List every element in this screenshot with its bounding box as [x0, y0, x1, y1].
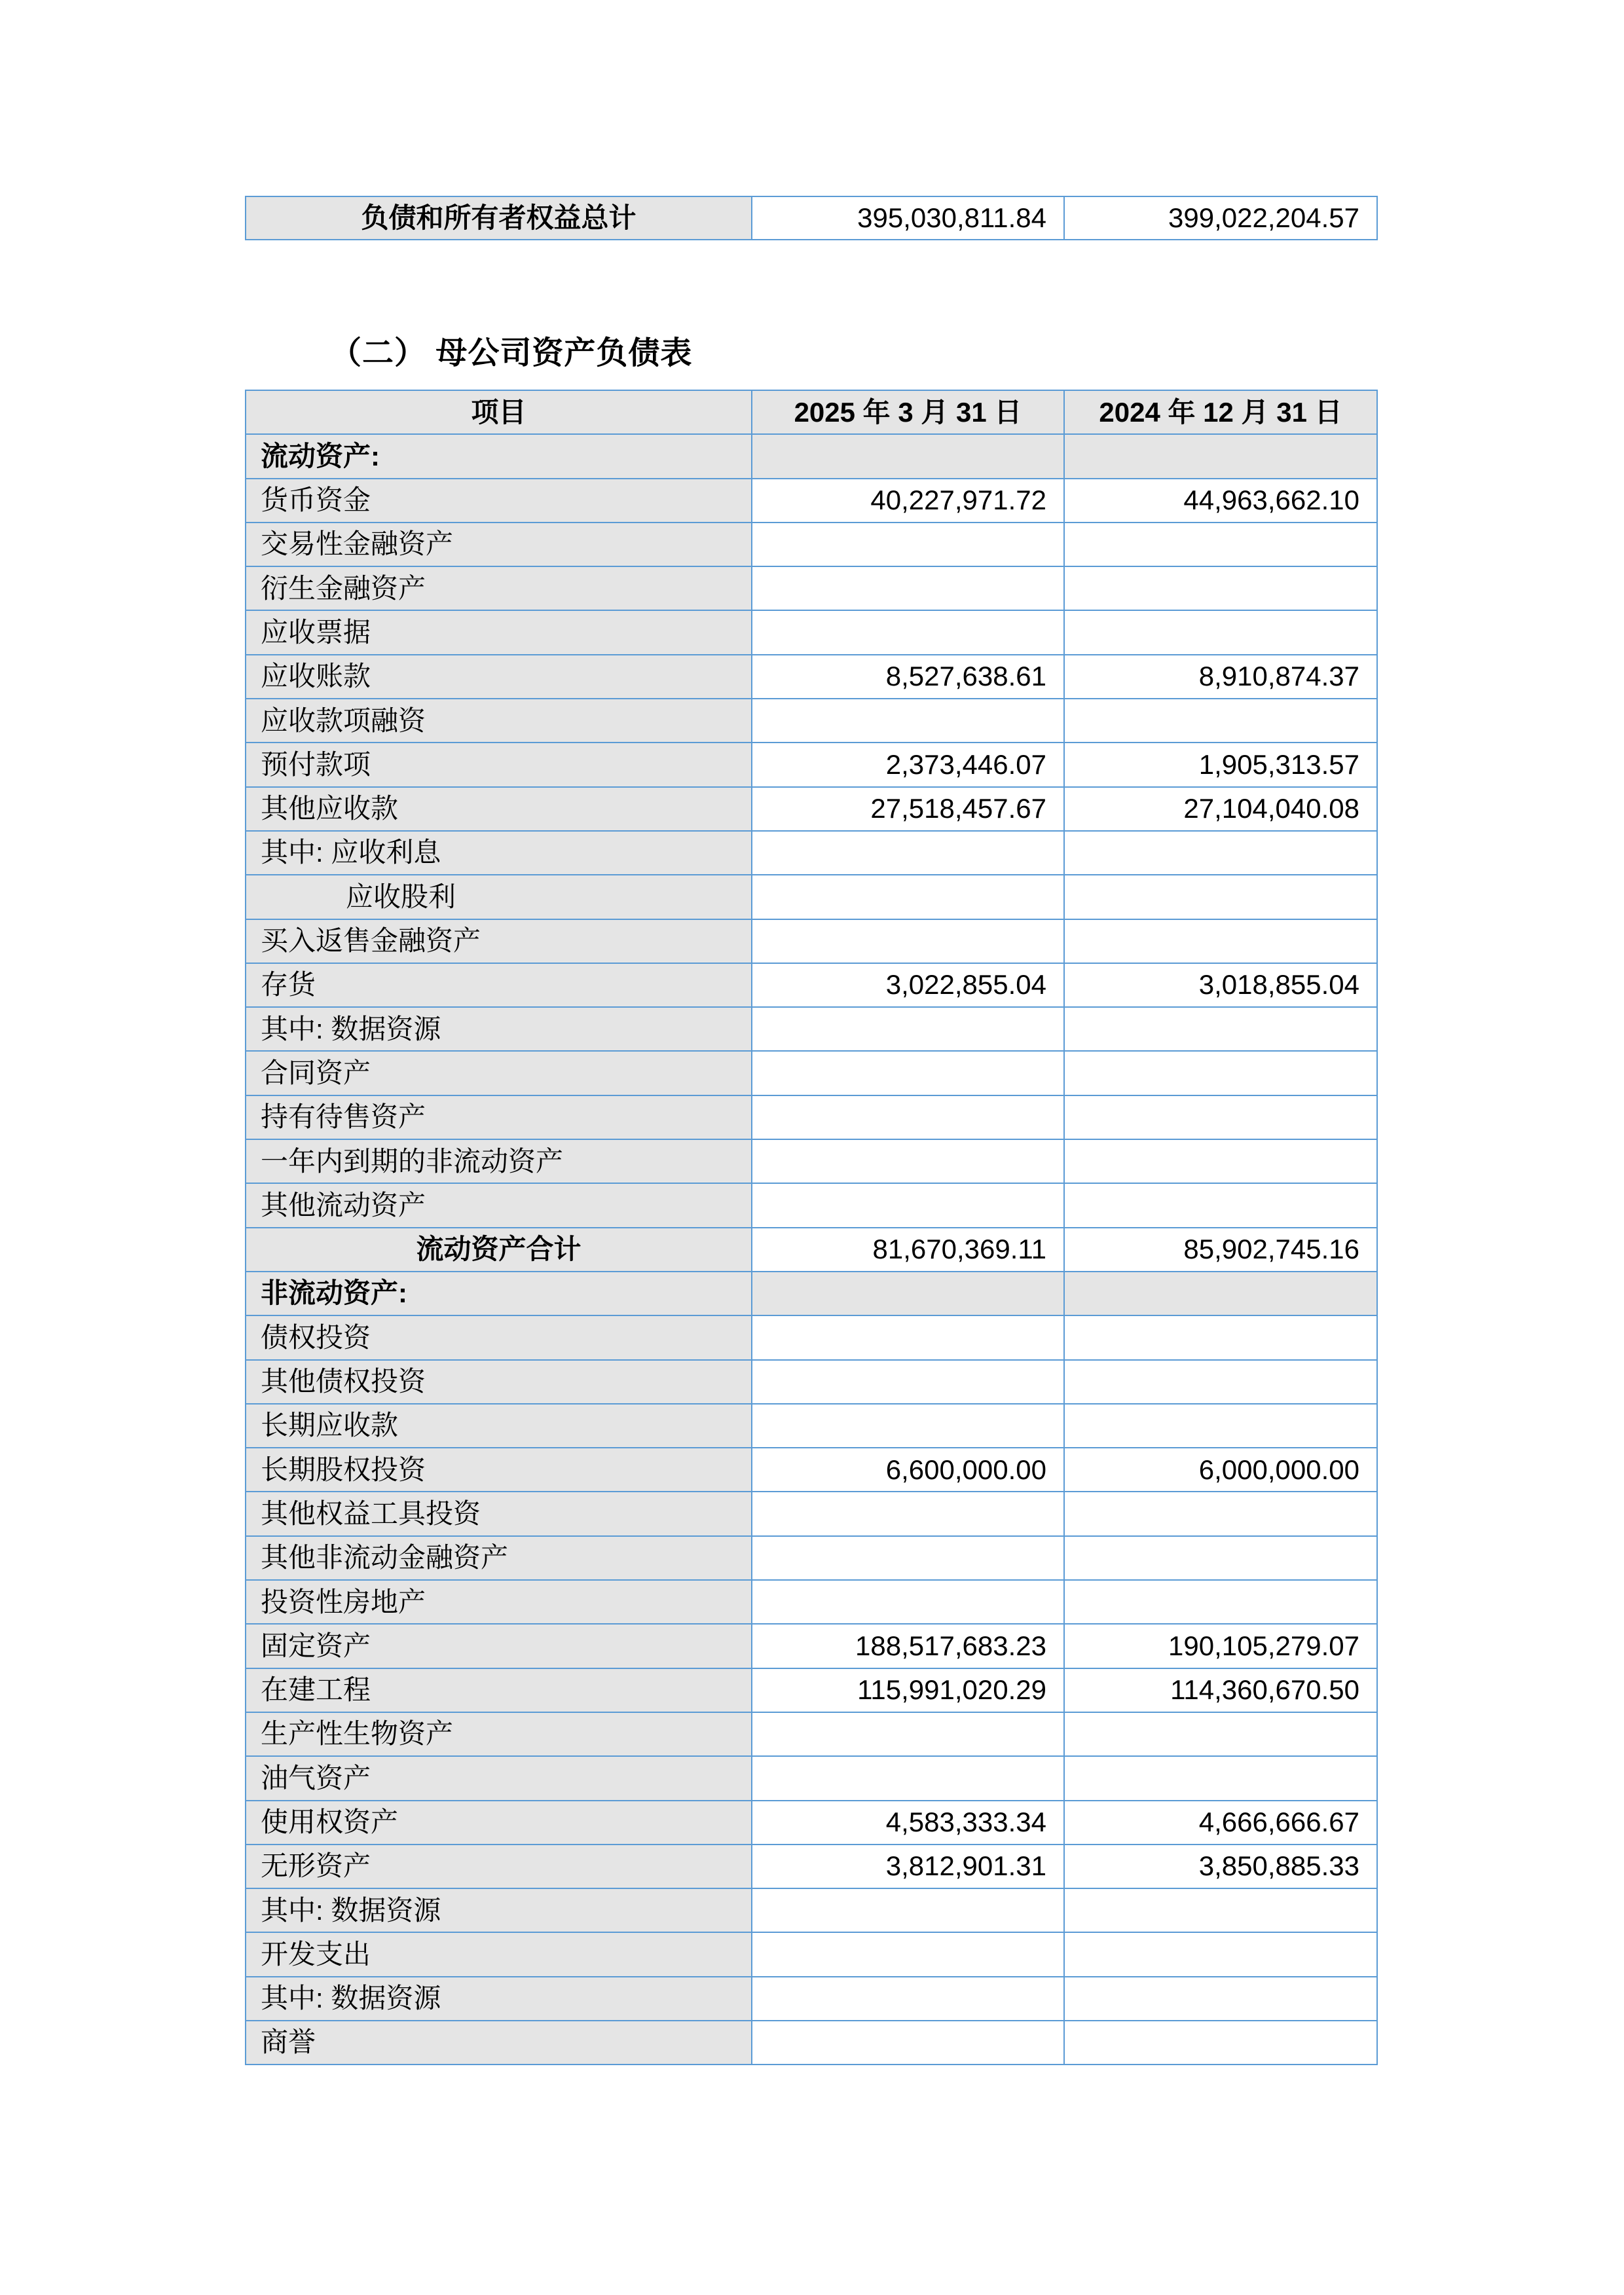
- item-cell: 流动资产:: [246, 434, 752, 478]
- table-row: [246, 1095, 1377, 1139]
- table-row: [246, 1932, 1377, 1976]
- item-cell: 非流动资产:: [246, 1272, 752, 1315]
- value-cell-2025: 6,600,000.00: [752, 1448, 1064, 1492]
- value-cell-2024: [1064, 1932, 1377, 1976]
- value-cell-2024: [1064, 2021, 1377, 2065]
- value-cell-2025: 188,517,683.23: [752, 1624, 1064, 1668]
- value-cell-2024: [1064, 566, 1377, 610]
- value-cell-2024: 6,000,000.00: [1064, 1448, 1377, 1492]
- item-cell: 应收账款: [246, 655, 752, 699]
- value-cell-2025: [752, 1139, 1064, 1183]
- value-cell-2025: [752, 1007, 1064, 1051]
- column-header-item: 项目: [246, 390, 752, 434]
- value-cell-2024: [1064, 1404, 1377, 1448]
- value-cell-2025: [752, 566, 1064, 610]
- value-cell-2025: [752, 1404, 1064, 1448]
- item-cell: 货币资金: [246, 479, 752, 523]
- table-row: [246, 1183, 1377, 1227]
- item-cell: 油气资产: [246, 1756, 752, 1800]
- item-cell: 其他非流动金融资产: [246, 1536, 752, 1580]
- item-cell: 流动资产合计: [246, 1228, 752, 1272]
- value-cell-2024: 1,905,313.57: [1064, 743, 1377, 786]
- table-row: [246, 1712, 1377, 1756]
- item-cell: 投资性房地产: [246, 1580, 752, 1624]
- value-cell-2025: [752, 1977, 1064, 2021]
- section-title: （二） 母公司资产负债表: [330, 336, 693, 371]
- header-row: [246, 390, 1377, 434]
- value-cell-2024: [1064, 434, 1377, 478]
- table-row: [246, 1051, 1377, 1095]
- value-cell-2025: [752, 610, 1064, 654]
- table-row: [246, 787, 1377, 831]
- value-cell-2025: [752, 831, 1064, 875]
- value-cell-2025: 27,518,457.67: [752, 787, 1064, 831]
- value-cell-2024: [1064, 1536, 1377, 1580]
- item-cell: 其中: 数据资源: [246, 1977, 752, 2021]
- value-cell-2024: [1064, 699, 1377, 743]
- item-cell: 衍生金融资产: [246, 566, 752, 610]
- table-row: [246, 1801, 1377, 1845]
- value-cell-2024: 3,850,885.33: [1064, 1845, 1377, 1888]
- value-cell-2024: 85,902,745.16: [1064, 1228, 1377, 1272]
- table-row: [246, 1404, 1377, 1448]
- table-row: [246, 1756, 1377, 1800]
- table-row: [246, 1007, 1377, 1051]
- total-value-2024: 399,022,204.57: [1064, 196, 1377, 240]
- table-row: [246, 655, 1377, 699]
- value-cell-2025: [752, 1932, 1064, 1976]
- value-cell-2024: [1064, 1007, 1377, 1051]
- value-cell-2025: [752, 434, 1064, 478]
- item-cell: 其他权益工具投资: [246, 1492, 752, 1535]
- item-cell: 商誉: [246, 2021, 752, 2065]
- table-row: [246, 1845, 1377, 1888]
- value-cell-2025: [752, 1580, 1064, 1624]
- item-cell: 债权投资: [246, 1315, 752, 1359]
- item-cell: 长期股权投资: [246, 1448, 752, 1492]
- value-cell-2025: 115,991,020.29: [752, 1668, 1064, 1712]
- item-cell: 其他债权投资: [246, 1360, 752, 1404]
- table-row: [246, 1668, 1377, 1712]
- table-row: [246, 1977, 1377, 2021]
- value-cell-2024: [1064, 1492, 1377, 1535]
- item-cell: 生产性生物资产: [246, 1712, 752, 1756]
- value-cell-2024: [1064, 1712, 1377, 1756]
- value-cell-2024: [1064, 919, 1377, 963]
- item-cell: 持有待售资产: [246, 1095, 752, 1139]
- table-row: [246, 1536, 1377, 1580]
- value-cell-2025: 4,583,333.34: [752, 1801, 1064, 1845]
- total-label-cell: 负债和所有者权益总计: [246, 196, 752, 240]
- value-cell-2025: [752, 919, 1064, 963]
- table-row: [246, 1492, 1377, 1535]
- table-row: [246, 743, 1377, 786]
- table-row: [246, 1228, 1377, 1272]
- item-cell: 长期应收款: [246, 1404, 752, 1448]
- item-cell: 预付款项: [246, 743, 752, 786]
- value-cell-2024: 44,963,662.10: [1064, 479, 1377, 523]
- table-row: [246, 566, 1377, 610]
- totals-table: [245, 196, 1378, 240]
- item-cell: 其中: 数据资源: [246, 1007, 752, 1051]
- item-cell: 其他流动资产: [246, 1183, 752, 1227]
- value-cell-2025: [752, 1095, 1064, 1139]
- value-cell-2024: [1064, 1977, 1377, 2021]
- value-cell-2025: [752, 1712, 1064, 1756]
- value-cell-2025: [752, 1272, 1064, 1315]
- table-row: [246, 1315, 1377, 1359]
- item-cell: 使用权资产: [246, 1801, 752, 1845]
- item-cell: 其中: 应收利息: [246, 831, 752, 875]
- value-cell-2025: 81,670,369.11: [752, 1228, 1064, 1272]
- item-cell: 交易性金融资产: [246, 523, 752, 566]
- value-cell-2024: [1064, 1095, 1377, 1139]
- table-row: [246, 1888, 1377, 1932]
- item-cell: 在建工程: [246, 1668, 752, 1712]
- value-cell-2024: 8,910,874.37: [1064, 655, 1377, 699]
- value-cell-2025: [752, 1888, 1064, 1932]
- value-cell-2025: [752, 1360, 1064, 1404]
- value-cell-2025: [752, 1183, 1064, 1227]
- table-row: [246, 610, 1377, 654]
- balance-sheet-table: [245, 390, 1378, 2065]
- value-cell-2025: [752, 875, 1064, 919]
- value-cell-2025: 2,373,446.07: [752, 743, 1064, 786]
- item-cell: 一年内到期的非流动资产: [246, 1139, 752, 1183]
- table-row: [246, 434, 1377, 478]
- value-cell-2024: 190,105,279.07: [1064, 1624, 1377, 1668]
- value-cell-2024: 4,666,666.67: [1064, 1801, 1377, 1845]
- table-row: [246, 1360, 1377, 1404]
- table-row: [246, 523, 1377, 566]
- value-cell-2024: 27,104,040.08: [1064, 787, 1377, 831]
- value-cell-2025: 3,022,855.04: [752, 963, 1064, 1007]
- value-cell-2025: [752, 1492, 1064, 1535]
- value-cell-2025: [752, 1051, 1064, 1095]
- table-row: [246, 1580, 1377, 1624]
- table-row: [246, 2021, 1377, 2065]
- value-cell-2025: [752, 1315, 1064, 1359]
- table-row: [246, 1448, 1377, 1492]
- value-cell-2024: [1064, 1183, 1377, 1227]
- item-cell: 买入返售金融资产: [246, 919, 752, 963]
- table-row: [246, 1272, 1377, 1315]
- table-row: [246, 1139, 1377, 1183]
- balance-sheet-body: [246, 390, 1377, 2065]
- item-cell: 应收款项融资: [246, 699, 752, 743]
- value-cell-2025: [752, 1536, 1064, 1580]
- value-cell-2024: 3,018,855.04: [1064, 963, 1377, 1007]
- value-cell-2024: [1064, 1272, 1377, 1315]
- table-row: [246, 875, 1377, 919]
- value-cell-2025: [752, 1756, 1064, 1800]
- value-cell-2024: [1064, 831, 1377, 875]
- total-value-2025: 395,030,811.84: [752, 196, 1064, 240]
- value-cell-2025: [752, 2021, 1064, 2065]
- item-cell: 应收票据: [246, 610, 752, 654]
- item-cell: 无形资产: [246, 1845, 752, 1888]
- total-row: [246, 196, 1377, 240]
- table-row: [246, 919, 1377, 963]
- value-cell-2024: 114,360,670.50: [1064, 1668, 1377, 1712]
- value-cell-2024: [1064, 1756, 1377, 1800]
- table-row: [246, 479, 1377, 523]
- item-cell: 其他应收款: [246, 787, 752, 831]
- item-cell: 固定资产: [246, 1624, 752, 1668]
- column-header-2024: 2024 年 12 月 31 日: [1064, 390, 1377, 434]
- value-cell-2025: 8,527,638.61: [752, 655, 1064, 699]
- value-cell-2024: [1064, 875, 1377, 919]
- item-cell: 开发支出: [246, 1932, 752, 1976]
- value-cell-2024: [1064, 1580, 1377, 1624]
- value-cell-2024: [1064, 1888, 1377, 1932]
- table-row: [246, 1624, 1377, 1668]
- table-row: [246, 831, 1377, 875]
- table-row: [246, 963, 1377, 1007]
- value-cell-2025: 3,812,901.31: [752, 1845, 1064, 1888]
- column-header-2025: 2025 年 3 月 31 日: [752, 390, 1064, 434]
- value-cell-2024: [1064, 1139, 1377, 1183]
- value-cell-2024: [1064, 523, 1377, 566]
- value-cell-2025: 40,227,971.72: [752, 479, 1064, 523]
- value-cell-2025: [752, 699, 1064, 743]
- item-cell: 其中: 数据资源: [246, 1888, 752, 1932]
- table-row: [246, 699, 1377, 743]
- value-cell-2025: [752, 523, 1064, 566]
- value-cell-2024: [1064, 1315, 1377, 1359]
- item-cell: 应收股利: [246, 875, 752, 919]
- value-cell-2024: [1064, 1360, 1377, 1404]
- value-cell-2024: [1064, 610, 1377, 654]
- value-cell-2024: [1064, 1051, 1377, 1095]
- item-cell: 合同资产: [246, 1051, 752, 1095]
- item-cell: 存货: [246, 963, 752, 1007]
